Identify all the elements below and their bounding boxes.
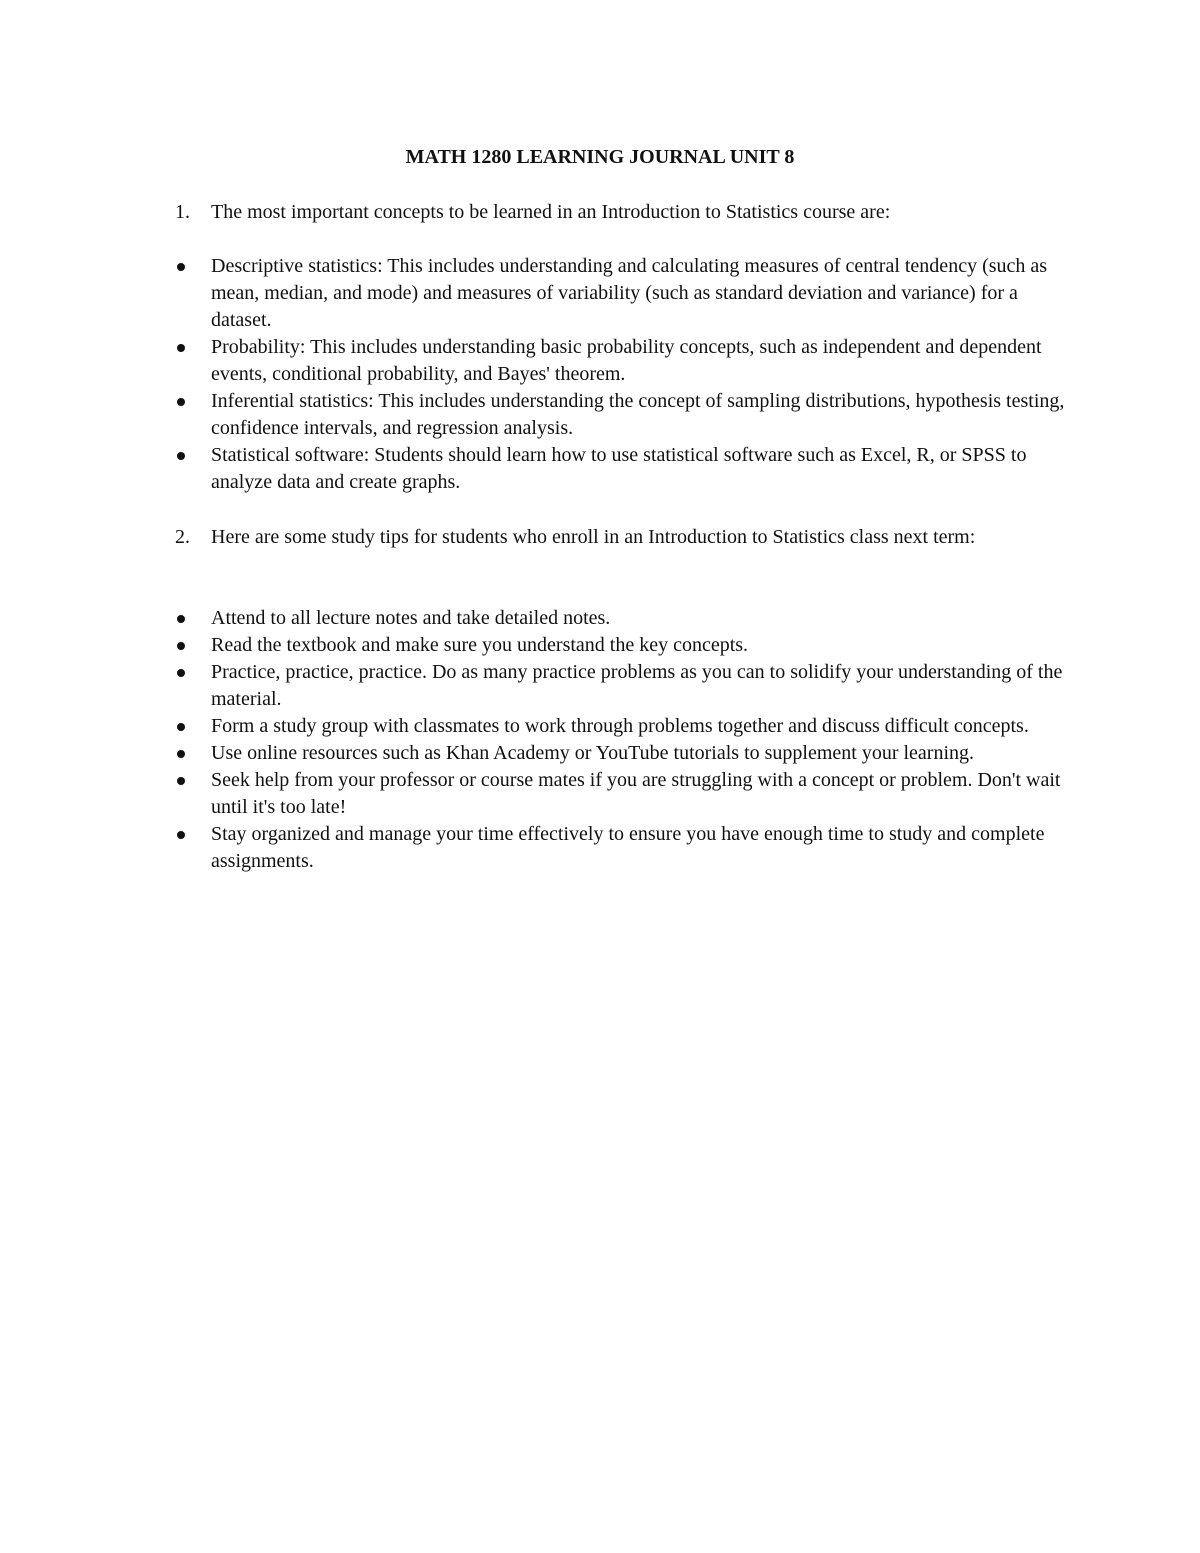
list-item-text: Stay organized and manage your time effectively to ensure you have enough time to study and complete assignments.: [211, 823, 1045, 872]
bullet-icon: [177, 750, 185, 758]
numbered-item-2: [175, 524, 1075, 551]
numbered-item-1: [175, 199, 1075, 226]
item-text: Here are some study tips for students who enroll in an Introduction to Statistics class next term:: [211, 526, 976, 548]
list-item: [175, 388, 1071, 442]
item-text: The most important concepts to be learned in an Introduction to Statistics course are:: [211, 201, 891, 223]
document-title: MATH 1280 LEARNING JOURNAL UNIT 8: [405, 146, 795, 168]
list-item: [175, 605, 1071, 632]
bullet-icon: [177, 452, 185, 460]
study-tips-bullet-list: [175, 605, 1075, 875]
item-number: 1.: [175, 201, 190, 223]
bullet-icon: [177, 777, 185, 785]
list-item: [175, 713, 1071, 740]
bullet-icon: [177, 669, 185, 677]
list-item-text: Statistical software: Students should learn how to use statistical software such as Excel, R, or SPSS to analyze data and create graphs.: [211, 444, 1027, 493]
bullet-icon: [177, 615, 185, 623]
list-item: [175, 767, 1071, 821]
bullet-icon: [177, 831, 185, 839]
list-item: [175, 821, 1071, 875]
bullet-icon: [177, 263, 185, 271]
list-item-text: Use online resources such as Khan Academy or YouTube tutorials to supplement your learning.: [211, 742, 975, 764]
list-item-text: Attend to all lecture notes and take detailed notes.: [211, 607, 611, 629]
list-item-text: Form a study group with classmates to work through problems together and discuss difficult concepts.: [211, 715, 1029, 737]
list-item-text: Read the textbook and make sure you understand the key concepts.: [211, 634, 749, 656]
list-item: [175, 740, 1071, 767]
list-item: [175, 334, 1071, 388]
list-item: [175, 659, 1071, 713]
bullet-icon: [177, 642, 185, 650]
list-item: [175, 442, 1071, 496]
item-number: 2.: [175, 526, 190, 548]
list-item-text: Probability: This includes understanding basic probability concepts, such as independent and dependent events, conditional probability, and Bayes' theorem.: [211, 336, 1042, 385]
list-item-text: Inferential statistics: This includes understanding the concept of sampling distributions, hypothesis testing, confidence intervals, and regression analysis.: [211, 390, 1065, 439]
bullet-icon: [177, 344, 185, 352]
concepts-bullet-list: [175, 253, 1075, 496]
bullet-icon: [177, 723, 185, 731]
list-item-text: Practice, practice, practice. Do as many practice problems as you can to solidify your understanding of the material.: [211, 661, 1063, 710]
bullet-icon: [177, 398, 185, 406]
list-item-text: Seek help from your professor or course mates if you are struggling with a concept or problem. Don't wait until it's too late!: [211, 769, 1061, 818]
list-item: [175, 253, 1071, 334]
list-item: [175, 632, 1071, 659]
list-item-text: Descriptive statistics: This includes understanding and calculating measures of central tendency (such as mean, median, and mode) and measures of variability (such as standard deviation and variance) for a dataset.: [211, 255, 1048, 331]
